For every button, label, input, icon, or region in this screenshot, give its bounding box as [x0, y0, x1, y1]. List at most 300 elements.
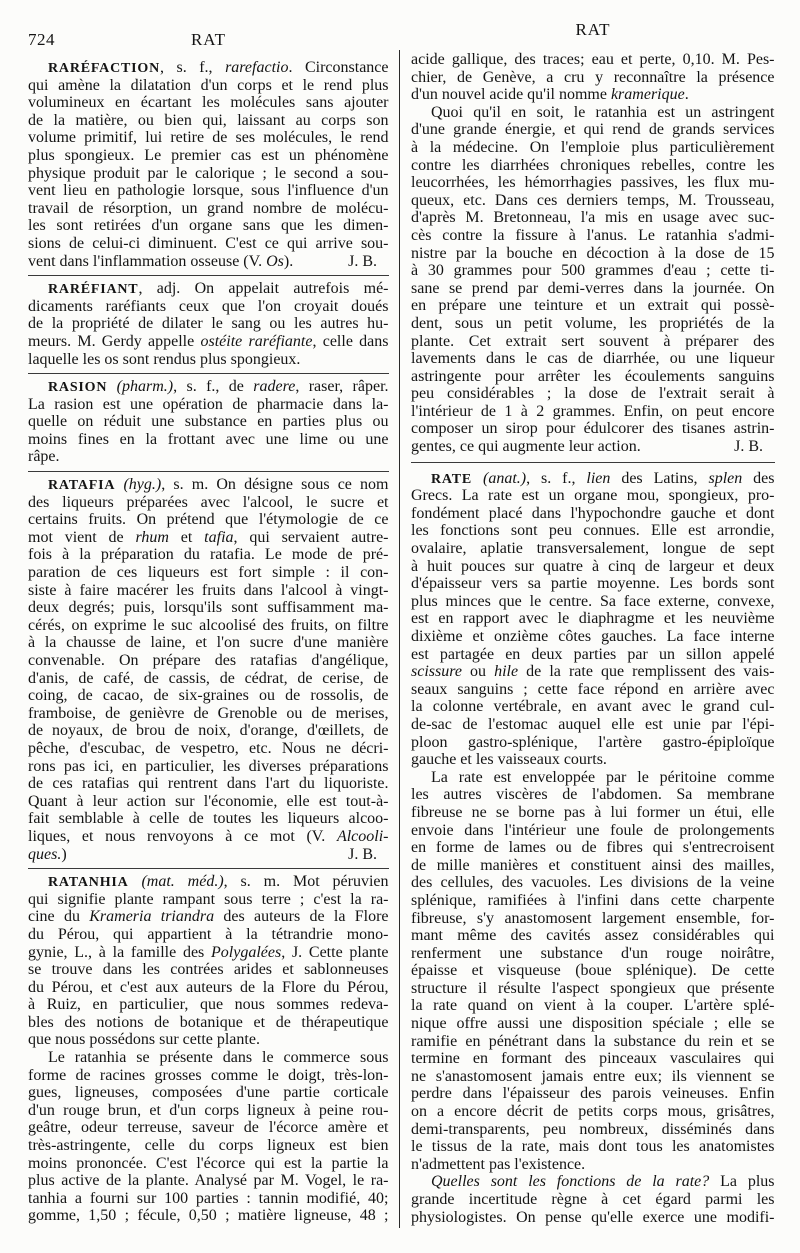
- text-line: [411, 350, 775, 368]
- line-text: [48, 59, 389, 78]
- text-line: [28, 891, 389, 909]
- text-line: [411, 610, 775, 628]
- text-run: perdre dans l'épaisseur des parois veineuses. Enfin: [411, 1085, 775, 1103]
- text-run: épaisse et visqueuse (boue splénique). De cette: [411, 962, 775, 980]
- text-run: cine du: [28, 908, 90, 926]
- text-run: dixième et onzième côtes gauches. La face interne: [411, 628, 775, 645]
- text-line: [411, 874, 775, 892]
- text-run: La rasion est une opération de pharmacie dans la-: [28, 395, 389, 413]
- line-text: [411, 522, 775, 540]
- text-line: [28, 235, 389, 253]
- text-run: gues, ligneuses, composées d'une partie corticale: [28, 1084, 389, 1102]
- text-line: [28, 1084, 389, 1102]
- line-text: [28, 652, 389, 670]
- text-run: splénique, ramifiées à l'infini dans cette charpente: [411, 891, 775, 909]
- paragraph: [28, 280, 389, 368]
- line-text: [28, 961, 389, 979]
- text-run: des auteurs de la Flore: [214, 908, 389, 926]
- text-run: grande incertitude règne à cet égard parmi les: [411, 1191, 775, 1208]
- text-line: [28, 77, 389, 95]
- line-text: [28, 165, 389, 183]
- italic-text: rhum: [135, 528, 169, 546]
- text-run: de-sac de l'estomac auquel elle est unie par l'épi-: [411, 715, 775, 733]
- text-line: [411, 227, 775, 245]
- text-run: de mille manières et constituent ainsi des mailles,: [411, 856, 775, 874]
- headword: RASION: [48, 380, 108, 396]
- text-line: [28, 944, 389, 962]
- text-line: [411, 980, 775, 998]
- text-line: [28, 529, 389, 547]
- text-line: [411, 245, 775, 263]
- text-run: pêche, d'escubac, de vespetro, etc. Nous ne décri-: [28, 739, 389, 757]
- line-text: [28, 891, 389, 909]
- text-run: physiologistes. On pense qu'elle exerce une modifi-: [411, 1208, 775, 1226]
- line-text: [411, 1156, 585, 1174]
- line-text: [28, 634, 389, 652]
- text-line: [28, 182, 389, 200]
- text-run: les fonctions sont peu connues. Elle est arrondie,: [411, 522, 775, 540]
- text-run: se trouve dans les contrées arides et sablonneuses: [28, 961, 389, 979]
- text-line: [411, 1015, 775, 1033]
- line-text: [411, 315, 775, 333]
- page-number: 724: [28, 30, 55, 49]
- text-line: [28, 564, 389, 582]
- text-line: [28, 253, 389, 271]
- line-text: [411, 368, 775, 386]
- entry-separator: [28, 868, 389, 869]
- line-text: [28, 129, 389, 147]
- text-run: le tissus de la rate, mais dont tous les anatomistes: [411, 1138, 775, 1156]
- line-text: [28, 810, 389, 828]
- text-line: [411, 368, 775, 386]
- dictionary-entry: [28, 476, 389, 863]
- line-text: [411, 157, 775, 175]
- text-run: vent dans l'inflammation osseuse (V.: [28, 252, 267, 270]
- text-run: d'un rouge brun, et d'un corps ligneux à peine rou-: [28, 1101, 389, 1119]
- line-text: [28, 182, 389, 200]
- text-line: [411, 69, 775, 87]
- text-run: , adj. On appelait autrefois mé-: [138, 280, 389, 298]
- paragraph: [28, 1049, 389, 1225]
- text-line: [28, 476, 389, 494]
- text-run: sions de celui-ci diminuent. C'est ce qui arrive sou-: [28, 234, 389, 252]
- line-text: [28, 253, 293, 271]
- line-text: [411, 874, 775, 892]
- line-text: [411, 297, 775, 315]
- text-run: framboise, de genièvre de Grenoble ou de merises,: [28, 704, 389, 722]
- text-run: chier, de Genève, a cru y reconnaître la présence: [411, 68, 775, 86]
- line-text: [411, 892, 775, 910]
- line-text: [431, 1173, 775, 1191]
- text-line: [411, 385, 775, 403]
- line-text: [411, 1033, 775, 1051]
- text-line: [411, 786, 775, 804]
- line-text: [411, 927, 775, 945]
- text-line: [28, 687, 389, 705]
- text-run: gentes, ce qui augmente leur action.: [411, 438, 641, 456]
- line-text: [28, 1155, 389, 1173]
- paragraph: [411, 1173, 775, 1226]
- text-line: [28, 599, 389, 617]
- text-run: [129, 873, 142, 890]
- italic-text: splen: [708, 469, 743, 487]
- paragraph: [28, 476, 389, 863]
- text-line: [411, 910, 775, 928]
- line-text: [411, 716, 775, 734]
- line-text: [411, 734, 775, 752]
- line-text: [411, 86, 689, 104]
- line-text: [411, 646, 775, 664]
- text-line: [28, 582, 389, 600]
- text-run: , s. m. Mot péruvien: [223, 873, 389, 891]
- line-text: [411, 698, 775, 716]
- text-run: et: [168, 528, 205, 546]
- text-run: ou: [461, 663, 495, 681]
- line-text: [411, 420, 775, 438]
- text-run: meurs. M. Gerdy appelle: [28, 332, 201, 350]
- line-text: [28, 217, 389, 235]
- line-text: [28, 670, 389, 688]
- paragraph: [411, 51, 775, 104]
- text-run: ploon gastro-splénique, l'artère gastro-épiploïque: [411, 733, 775, 751]
- text-run: très-astringente, celle du corps ligneux est bien: [28, 1137, 389, 1155]
- text-run: liques, et nous renvoyons à ce mot (V.: [28, 827, 337, 845]
- text-line: [411, 962, 775, 980]
- text-line: [411, 734, 775, 752]
- italic-text: ques.: [28, 845, 62, 863]
- text-line: [28, 740, 389, 758]
- text-line: [28, 1014, 389, 1032]
- line-text: [28, 979, 389, 997]
- text-line: [411, 1050, 775, 1068]
- line-text: [411, 227, 775, 245]
- entry-separator: [28, 373, 389, 374]
- line-text: [28, 1137, 389, 1155]
- text-run: de la matière, ou bien qui, laissant au corps son: [28, 111, 389, 129]
- text-run: d'un nouvel acide qu'il nomme: [411, 86, 611, 104]
- text-line: [411, 139, 775, 157]
- line-text: [28, 396, 389, 414]
- line-text: [28, 315, 389, 333]
- text-line: [28, 961, 389, 979]
- text-line: [411, 1121, 775, 1139]
- text-run: est en rapport avec le diaphragme et les neuvième: [411, 610, 775, 628]
- running-head-left: RAT: [190, 30, 227, 49]
- text-line: [411, 997, 775, 1015]
- line-text: [28, 200, 389, 218]
- text-line: [411, 1191, 775, 1209]
- text-run: les autres viscères de l'abdomen. Sa membrane: [411, 786, 775, 804]
- text-line: [28, 1119, 389, 1137]
- text-run: Le ratanhia se présente dans le commerce sous: [48, 1049, 389, 1067]
- line-text: [431, 769, 775, 787]
- text-run: plus spongieux. Le premier cas est un phénomène: [28, 146, 389, 164]
- line-text: [411, 540, 775, 558]
- text-run: ne s'anastomosent jamais entre eux; ils viennent se: [411, 1067, 775, 1085]
- text-run: plus active de la plante. Analysé par M. Vogel, le ra-: [28, 1172, 389, 1190]
- text-run: fibreuse, s'y anastomosent largement ensemble, for-: [411, 909, 775, 927]
- text-line: [411, 927, 775, 945]
- text-line: [28, 1172, 389, 1190]
- line-text: [411, 350, 775, 368]
- line-text: [411, 1015, 775, 1033]
- line-text: [411, 1050, 775, 1068]
- text-run: de noyaux, de brou de noix, d'orange, d'œillets, de: [28, 722, 389, 740]
- text-run: on a encore décrit de petits corps mous, grisâtres,: [411, 1103, 775, 1121]
- line-text: [411, 558, 775, 576]
- italic-text: radere: [253, 378, 296, 396]
- text-run: en prépare une teinture et un extrait qui possè-: [411, 297, 775, 315]
- text-line: [28, 722, 389, 740]
- text-run: du Pérou, et c'est aux auteurs de la Flore du Pérou,: [28, 978, 389, 996]
- line-text: [28, 908, 389, 926]
- text-line: [411, 769, 775, 787]
- line-text: [411, 804, 775, 822]
- text-run: du Pérou, qui appartient à la tétrandrie mono-: [28, 925, 389, 943]
- line-text: [28, 235, 389, 253]
- text-line: [28, 996, 389, 1014]
- text-run: des Latins,: [610, 469, 709, 487]
- text-line: [28, 431, 389, 449]
- text-line: [411, 663, 775, 681]
- text-run: envoie dans l'intérieur une foule de prolongements: [411, 821, 775, 839]
- text-run: gauche et les vaisseaux courts.: [411, 751, 607, 769]
- text-run: deux degrés; puis, lorsqu'ils sont suffisamment ma-: [28, 599, 389, 617]
- paragraph: [411, 104, 775, 456]
- line-text: [28, 617, 389, 635]
- line-text: [28, 298, 389, 316]
- line-text: [48, 1049, 389, 1067]
- text-run: , raser, râper.: [295, 378, 389, 396]
- text-run: de ces ratafias qui rentrent dans l'art du liquoriste.: [28, 775, 389, 793]
- text-run: à la médecine. On l'emploie plus particulièrement: [411, 138, 775, 156]
- text-line: [411, 403, 775, 421]
- text-run: seaux sanguins ; cette face répond en arrière avec: [411, 680, 775, 698]
- line-text: [28, 494, 389, 512]
- line-text: [411, 962, 775, 980]
- text-line: [411, 315, 775, 333]
- text-run: à huit pouces sur quatre à cinq de largeur et deux: [411, 557, 775, 575]
- line-text: [28, 1084, 389, 1102]
- line-text: [28, 1014, 389, 1032]
- dictionary-entry: [28, 873, 389, 1225]
- text-run: geâtre, odeur terreuse, saveur de l'écorce amère et: [28, 1119, 389, 1137]
- line-text: [48, 873, 389, 892]
- paragraph: [411, 769, 775, 1174]
- text-line: [28, 413, 389, 431]
- text-line: [28, 652, 389, 670]
- line-text: [411, 610, 775, 628]
- text-line: [28, 1190, 389, 1208]
- text-line: [28, 979, 389, 997]
- line-text: [411, 945, 775, 963]
- text-run: quelle on réduit une substance en parties plus ou: [28, 413, 389, 431]
- line-text: [411, 857, 775, 875]
- line-text: [28, 511, 389, 529]
- text-run: mot vient de: [28, 528, 136, 546]
- text-line: [411, 751, 775, 769]
- text-run: , s. f., de: [173, 378, 254, 396]
- text-line: [28, 200, 389, 218]
- italic-text: tafia: [204, 528, 234, 546]
- text-run: qui amène la dilatation d'un corps et le rend plus: [28, 76, 389, 94]
- text-run: La plus: [709, 1173, 775, 1191]
- line-text: [28, 1207, 389, 1225]
- text-line: [411, 192, 775, 210]
- italic-text: ostéite raréfiante: [200, 332, 313, 350]
- italic-text: Alcooli-: [336, 827, 389, 845]
- line-text: [411, 786, 775, 804]
- line-text: [411, 121, 775, 139]
- text-line: [28, 705, 389, 723]
- line-text: [411, 1121, 775, 1139]
- italic-text: Krameria triandra: [89, 908, 215, 926]
- text-run: à 30 grammes pour 500 grammes d'eau ; cette ti-: [411, 262, 775, 280]
- line-text: [28, 1067, 389, 1085]
- paragraph: [28, 59, 389, 270]
- text-run: plus minces que le centre. Sa face externe, convexe,: [411, 592, 775, 610]
- text-line: [411, 1156, 775, 1174]
- text-run: , s. f.,: [526, 469, 587, 487]
- line-text: [411, 839, 775, 857]
- text-line: [28, 1137, 389, 1155]
- line-text: [28, 722, 389, 740]
- text-run: termine en formant des pinceaux vasculaires qui: [411, 1050, 775, 1068]
- text-run: rons pas ici, en particulier, les diverses préparations: [28, 757, 389, 775]
- text-line: [28, 59, 389, 77]
- line-text: [411, 628, 775, 646]
- line-text: [28, 793, 389, 811]
- line-text: [411, 751, 607, 769]
- entry-separator: [28, 471, 389, 472]
- line-text: [28, 546, 389, 564]
- right-column: [411, 51, 775, 1226]
- text-line: [411, 575, 775, 593]
- text-line: [411, 1068, 775, 1086]
- line-text: [28, 846, 67, 864]
- line-text: [411, 1103, 775, 1121]
- line-text: [28, 775, 389, 793]
- text-line: [28, 828, 389, 846]
- text-line: [411, 822, 775, 840]
- line-text: [411, 280, 775, 298]
- line-text: [411, 245, 775, 263]
- text-line: [28, 217, 389, 235]
- line-text: [411, 1209, 775, 1227]
- text-run: la colonne vertébrale, en avant avec le grand cul-: [411, 698, 775, 716]
- italic-text: (anat.): [482, 469, 527, 487]
- line-text: [28, 1119, 389, 1137]
- text-run: Grecs. La rate est un organe mou, spongieux, pro-: [411, 487, 775, 505]
- text-line: [28, 94, 389, 112]
- text-run: Quant à leur action sur l'économie, elle est tout-à-: [28, 792, 389, 810]
- text-line: [411, 857, 775, 875]
- line-text: [411, 505, 775, 523]
- text-line: [411, 698, 775, 716]
- line-text: [411, 593, 775, 611]
- text-line: [411, 628, 775, 646]
- line-text: [411, 333, 775, 351]
- text-run: cérés, on exprime le suc alcoolisé des fruits, on filtre: [28, 616, 389, 634]
- text-line: [411, 333, 775, 351]
- text-line: [28, 147, 389, 165]
- text-line: [411, 839, 775, 857]
- line-text: [28, 529, 389, 547]
- line-text: [48, 476, 389, 495]
- text-line: [411, 681, 775, 699]
- text-run: convenable. On prépare des ratafias d'angélique,: [28, 652, 389, 669]
- text-line: [411, 716, 775, 734]
- text-run: , J. Cette plante: [281, 943, 389, 961]
- text-run: tanhia a fourni sur 100 parties : tannin modifié, 40;: [28, 1189, 389, 1207]
- text-line: [411, 505, 775, 523]
- text-line: [411, 1173, 775, 1191]
- text-line: [28, 298, 389, 316]
- text-line: [411, 104, 775, 122]
- text-run: des: [742, 469, 775, 487]
- text-line: [28, 378, 389, 396]
- text-line: [411, 593, 775, 611]
- text-run: renferment une substance d'un rouge noirâtre,: [411, 944, 775, 962]
- line-text: [28, 431, 389, 449]
- text-run: en forme de lames ou de fibres qui s'entrecroisent: [411, 839, 775, 857]
- line-text: [28, 77, 389, 95]
- line-text: [411, 997, 775, 1015]
- line-text: [411, 1085, 775, 1103]
- text-line: [28, 793, 389, 811]
- text-line: [28, 846, 389, 864]
- text-line: [411, 522, 775, 540]
- entry-separator: [28, 275, 389, 276]
- text-line: [411, 121, 775, 139]
- text-run: astringente pour arrêter les écoulements sanguins: [411, 367, 775, 385]
- text-run: lavements dans le cas de diarrhée, ou une liqueur: [411, 350, 775, 368]
- text-line: [411, 804, 775, 822]
- text-line: [28, 165, 389, 183]
- line-text: [28, 351, 300, 369]
- text-line: [28, 129, 389, 147]
- text-run: nique offre aussi une disposition spéciale ; elle se: [411, 1015, 775, 1033]
- line-text: [411, 822, 775, 840]
- text-line: [411, 892, 775, 910]
- dictionary-entry: [411, 470, 775, 1227]
- text-run: . Circonstance: [288, 59, 389, 76]
- text-line: [28, 511, 389, 529]
- dictionary-entry: [28, 59, 389, 270]
- line-text: [28, 758, 389, 776]
- text-run: travail de résorption, un grand nombre de molécu-: [28, 199, 389, 217]
- text-run: fibreuse ne se borne pas à lui former un étui, elle: [411, 803, 775, 821]
- line-text: [28, 996, 389, 1014]
- line-text: [411, 192, 775, 210]
- line-text: [411, 51, 775, 69]
- text-line: [411, 1085, 775, 1103]
- text-line: [28, 448, 389, 466]
- italic-text: Os: [266, 252, 284, 270]
- text-run: acide gallique, des traces; eau et perte, 0,10. M. Pes-: [411, 51, 775, 68]
- italic-text: (hyg.): [123, 476, 162, 494]
- text-run: .: [684, 86, 689, 104]
- text-line: [28, 1067, 389, 1085]
- line-text: [48, 378, 389, 397]
- text-run: , s. f.,: [160, 59, 226, 76]
- text-run: demi-transparents, peu nombreux, disséminés dans: [411, 1120, 775, 1138]
- text-run: de la rate que remplissent des vais-: [518, 663, 775, 681]
- line-text: [48, 280, 389, 299]
- text-line: [411, 1209, 775, 1227]
- text-run: gynie, L., à la famille des: [28, 943, 212, 961]
- text-run: dent, sous un petit volume, les propriétés de la: [411, 314, 775, 332]
